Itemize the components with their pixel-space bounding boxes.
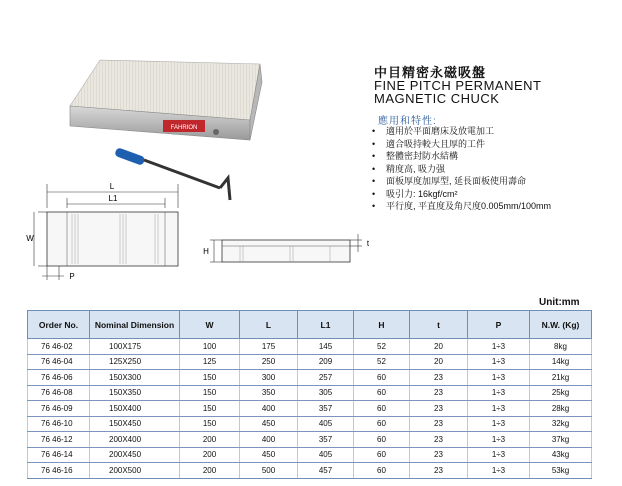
table-row	[28, 370, 592, 386]
cell-order-no: 76 46-04	[28, 354, 90, 370]
cell-t: 23	[410, 416, 468, 432]
cell-l: 250	[240, 354, 298, 370]
cell-l: 175	[240, 339, 298, 355]
cell-w: 150	[180, 370, 240, 386]
cell-w: 100	[180, 339, 240, 355]
cell-nw: 25kg	[530, 385, 592, 401]
feature-item: • 平行度, 平直度及角尺度0.005mm/100mm	[372, 201, 552, 211]
cell-l1: 457	[298, 463, 354, 479]
cell-l1: 357	[298, 432, 354, 448]
feature-item: • 適用於平面磨床及放電加工	[372, 126, 495, 136]
header-nw: N.W. (Kg)	[530, 311, 592, 339]
table-row	[28, 432, 592, 448]
dim-label-l1: L1	[108, 194, 118, 203]
cell-t: 20	[410, 354, 468, 370]
cell-l1: 357	[298, 401, 354, 417]
cell-w: 200	[180, 432, 240, 448]
table-row	[28, 463, 592, 479]
header-w: W	[180, 311, 240, 339]
cell-l1: 145	[298, 339, 354, 355]
header-l1: L1	[298, 311, 354, 339]
cell-p: 1÷3	[468, 370, 530, 386]
cell-w: 150	[180, 416, 240, 432]
table-row	[28, 416, 592, 432]
cell-h: 60	[354, 401, 410, 417]
feature-item: • 適合吸持較大且厚的工件	[372, 138, 486, 149]
cell-h: 60	[354, 463, 410, 479]
header-order-no: Order No.	[28, 311, 90, 339]
cell-nominal: 200X400	[90, 432, 180, 448]
cell-nominal: 150X350	[90, 385, 180, 401]
cell-l: 450	[240, 416, 298, 432]
dim-label-h: H	[203, 247, 209, 256]
cell-t: 23	[410, 432, 468, 448]
cell-nominal: 150X400	[90, 401, 180, 417]
cell-w: 200	[180, 463, 240, 479]
cell-l: 350	[240, 385, 298, 401]
header-t: t	[410, 311, 468, 339]
cell-l: 400	[240, 432, 298, 448]
cell-nw: 14kg	[530, 354, 592, 370]
cell-order-no: 76 46-14	[28, 447, 90, 463]
feature-item: • 面板厚度加厚型, 延長面板使用壽命	[372, 176, 527, 186]
table-header-row	[28, 311, 592, 339]
cell-p: 1÷3	[468, 354, 530, 370]
cell-l: 400	[240, 401, 298, 417]
cell-order-no: 76 46-12	[28, 432, 90, 448]
cell-order-no: 76 46-16	[28, 463, 90, 479]
dim-label-t: t	[366, 239, 370, 248]
cell-nominal: 150X450	[90, 416, 180, 432]
dim-label-w: W	[26, 234, 34, 243]
table-row	[28, 447, 592, 463]
cell-h: 60	[354, 447, 410, 463]
top-view-drawing	[20, 178, 190, 286]
feature-item: • 吸引力: 16kgf/cm²	[372, 188, 458, 199]
header-h: H	[354, 311, 410, 339]
cell-nw: 32kg	[530, 416, 592, 432]
cell-w: 200	[180, 447, 240, 463]
cell-t: 23	[410, 463, 468, 479]
cell-w: 150	[180, 385, 240, 401]
header-l: L	[240, 311, 298, 339]
cell-nw: 37kg	[530, 432, 592, 448]
feature-item: • 整體密封防水結構	[372, 151, 459, 161]
cell-nw: 43kg	[530, 447, 592, 463]
cell-order-no: 76 46-10	[28, 416, 90, 432]
cell-order-no: 76 46-02	[28, 339, 90, 355]
cell-nominal: 150X300	[90, 370, 180, 386]
unit-label: Unit:mm	[539, 297, 580, 308]
cell-l: 300	[240, 370, 298, 386]
cell-h: 60	[354, 370, 410, 386]
cell-order-no: 76 46-06	[28, 370, 90, 386]
cell-h: 52	[354, 339, 410, 355]
cell-p: 1÷3	[468, 401, 530, 417]
cell-l1: 405	[298, 416, 354, 432]
table-row	[28, 401, 592, 417]
cell-l1: 405	[298, 447, 354, 463]
cell-nominal: 125X250	[90, 354, 180, 370]
cell-nw: 21kg	[530, 370, 592, 386]
cell-p: 1÷3	[468, 432, 530, 448]
cell-l: 450	[240, 447, 298, 463]
cell-order-no: 76 46-08	[28, 385, 90, 401]
table-row	[28, 385, 592, 401]
cell-l1: 209	[298, 354, 354, 370]
cell-h: 60	[354, 385, 410, 401]
cell-nw: 28kg	[530, 401, 592, 417]
cell-w: 125	[180, 354, 240, 370]
title-english-line2: MAGNETIC CHUCK	[374, 91, 500, 106]
title-english	[374, 79, 541, 105]
cell-l1: 305	[298, 385, 354, 401]
features-heading: 應用和特性:	[378, 116, 437, 127]
cell-p: 1÷3	[468, 463, 530, 479]
cell-order-no: 76 46-09	[28, 401, 90, 417]
cell-p: 1÷3	[468, 447, 530, 463]
cell-l: 500	[240, 463, 298, 479]
cell-nominal: 200X500	[90, 463, 180, 479]
cell-t: 20	[410, 339, 468, 355]
cell-nw: 53kg	[530, 463, 592, 479]
cell-h: 60	[354, 432, 410, 448]
cell-nominal: 200X450	[90, 447, 180, 463]
dim-label-l: L	[109, 182, 115, 191]
cell-p: 1÷3	[468, 339, 530, 355]
table-row	[28, 339, 592, 355]
cell-t: 23	[410, 370, 468, 386]
dim-label-p: P	[69, 272, 75, 281]
cell-t: 23	[410, 401, 468, 417]
header-p: P	[468, 311, 530, 339]
title-chinese: 中目精密永磁吸盤	[374, 65, 487, 80]
cell-t: 23	[410, 447, 468, 463]
spec-table	[27, 310, 592, 479]
cell-p: 1÷3	[468, 385, 530, 401]
cell-w: 150	[180, 401, 240, 417]
features-list	[372, 125, 551, 213]
cell-p: 1÷3	[468, 416, 530, 432]
brand-plate: FAHRION	[170, 125, 198, 131]
side-view-drawing	[200, 228, 380, 273]
cell-h: 60	[354, 416, 410, 432]
cell-nw: 8kg	[530, 339, 592, 355]
feature-item: • 精度高, 吸力强	[372, 163, 446, 174]
table-row	[28, 354, 592, 370]
header-nominal-dimension: Nominal Dimension	[90, 311, 180, 339]
cell-h: 52	[354, 354, 410, 370]
cell-l1: 257	[298, 370, 354, 386]
cell-t: 23	[410, 385, 468, 401]
cell-nominal: 100X175	[90, 339, 180, 355]
title-english-line1: FINE PITCH PERMANENT	[374, 78, 542, 93]
